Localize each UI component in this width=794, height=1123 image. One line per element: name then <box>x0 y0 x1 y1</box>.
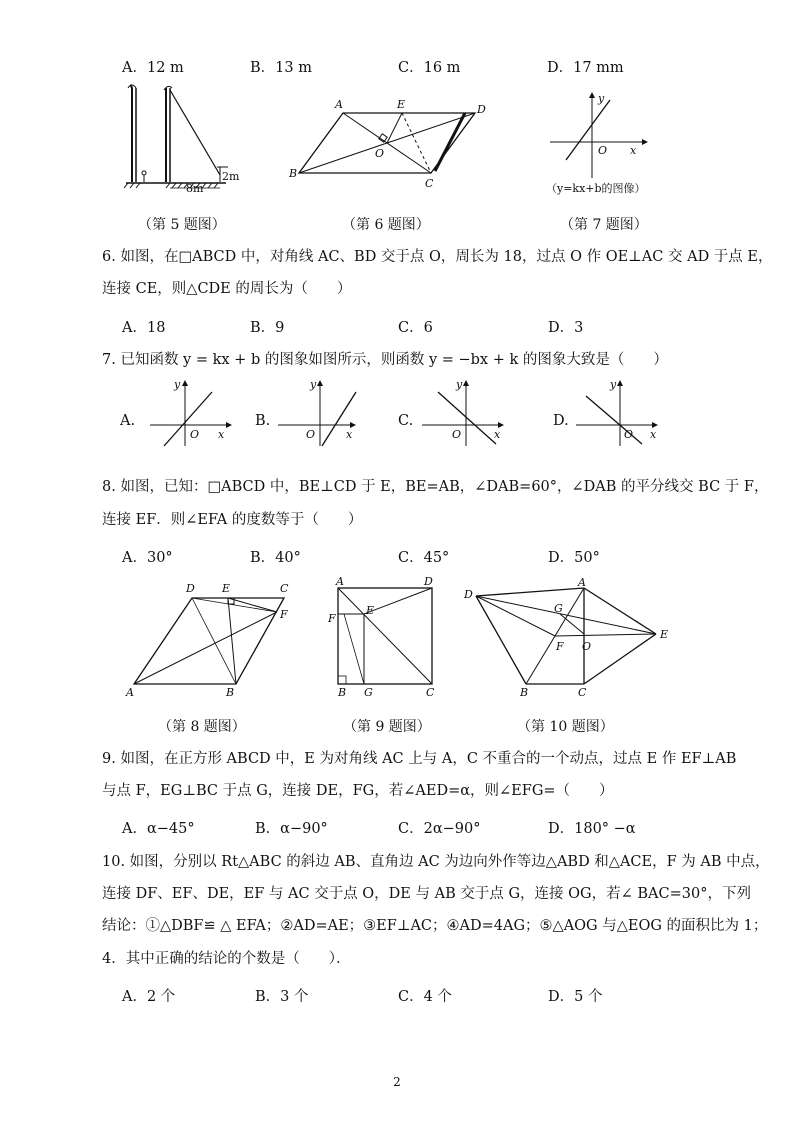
q7b-origin: O <box>306 428 316 441</box>
fig9-point-d: D <box>424 575 433 588</box>
q6-option-b: B．9 <box>250 320 285 336</box>
fig8-point-b: B <box>226 686 235 699</box>
q7-graph-b <box>268 378 373 448</box>
fig8-point-e: E <box>222 582 231 595</box>
fig10-caption: （第 10 题图） <box>517 719 614 735</box>
fig10-point-o: O <box>582 640 592 653</box>
q7a-origin: O <box>190 428 200 441</box>
q7c-origin: O <box>452 428 462 441</box>
q10-option-b: B．3 个 <box>255 989 309 1005</box>
fig8-point-a: A <box>126 686 134 699</box>
q6-option-a: A．18 <box>122 320 166 336</box>
fig9-point-e: E <box>366 604 375 617</box>
q10-option-d: D．5 个 <box>548 989 603 1005</box>
fig8-point-f: F <box>280 608 288 621</box>
fig10-point-g: G <box>554 602 563 615</box>
figure-9 <box>326 575 446 700</box>
q7-graph-c <box>412 378 517 448</box>
q7-graph-a <box>130 378 235 448</box>
fig10-point-d: D <box>464 588 473 601</box>
fig9-point-a: A <box>336 575 344 588</box>
q7-option-a: A. <box>120 413 136 429</box>
fig10-point-f: F <box>556 640 564 653</box>
fig6-point-d: D <box>477 103 486 116</box>
fig7-origin: O <box>598 144 608 157</box>
q7b-axis-x: x <box>346 428 353 441</box>
q10-option-a: A．2 个 <box>122 989 176 1005</box>
q8-option-b: B．40° <box>250 550 301 566</box>
q5-option-c: C．16 m <box>398 60 461 76</box>
q10-line1: 10. 如图，分别以 Rt△ABC 的斜边 AB、直角边 AC 为边向外作等边△ABD 和△ACE，F 为 AB 中点， <box>102 854 770 870</box>
fig7-axis-x: x <box>630 144 637 157</box>
q8-option-c: C．45° <box>398 550 450 566</box>
q7-line1: 7. 已知函数 y = kx + b 的图象如图所示，则函数 y = −bx + k 的图象大致是（ ） <box>102 352 668 368</box>
q8-option-a: A．30° <box>122 550 173 566</box>
q5-option-b: B．13 m <box>250 60 312 76</box>
fig5-label-8m: 8m <box>186 182 204 195</box>
q9-option-b: B．α−90° <box>255 821 328 837</box>
fig5-label-2m: 2m <box>222 170 240 183</box>
fig10-point-c: C <box>578 686 587 699</box>
q7a-axis-x: x <box>218 428 225 441</box>
fig9-point-g: G <box>364 686 373 699</box>
fig9-point-f: F <box>328 612 336 625</box>
q7c-axis-y: y <box>456 378 463 391</box>
fig7-sublabel: （y=kx+b的图像） <box>546 182 646 195</box>
page-number: 2 <box>393 1075 401 1089</box>
q7-option-c: C. <box>398 413 414 429</box>
q6-line1: 6. 如图，在□ABCD 中，对角线 AC、BD 交于点 O，周长为 18，过点 O 作 OE⊥AC 交 AD 于点 E， <box>102 249 773 265</box>
q9-option-d: D．180° −α <box>548 821 636 837</box>
q7c-axis-x: x <box>494 428 501 441</box>
fig7-axis-y: y <box>598 92 605 105</box>
fig10-point-a: A <box>578 576 586 589</box>
fig9-caption: （第 9 题图） <box>343 719 431 735</box>
fig9-point-b: B <box>338 686 347 699</box>
q10-option-c: C．4 个 <box>398 989 452 1005</box>
fig7-caption: （第 7 题图） <box>560 217 648 233</box>
fig6-point-b: B <box>289 167 298 180</box>
q8-option-d: D．50° <box>548 550 600 566</box>
fig10-point-b: B <box>520 686 529 699</box>
q7-option-d: D. <box>553 413 569 429</box>
figure-7 <box>540 90 670 195</box>
figure-5 <box>120 82 250 195</box>
q7d-axis-y: y <box>610 378 617 391</box>
fig6-caption: （第 6 题图） <box>342 217 430 233</box>
figure-6 <box>285 95 485 190</box>
q8-line1: 8. 如图，已知：□ABCD 中，BE⊥CD 于 E，BE=AB，∠DAB=60°，∠DAB 的平分线交 BC 于 F， <box>102 479 769 495</box>
q6-line2: 连接 CE，则△CDE 的周长为（ ） <box>102 281 352 297</box>
q7d-origin: O <box>624 428 634 441</box>
fig8-caption: （第 8 题图） <box>158 719 246 735</box>
fig6-point-e: E <box>397 98 406 111</box>
fig8-point-c: C <box>280 582 289 595</box>
q5-option-a: A．12 m <box>122 60 184 76</box>
q5-option-d: D．17 mm <box>547 60 624 76</box>
fig6-point-a: A <box>335 98 343 111</box>
q7b-axis-y: y <box>310 378 317 391</box>
fig6-point-c: C <box>425 177 434 190</box>
fig10-point-e: E <box>660 628 669 641</box>
fig6-point-o: O <box>375 147 385 160</box>
figure-8 <box>122 578 307 700</box>
fig9-point-c: C <box>426 686 435 699</box>
q7-option-b: B. <box>255 413 271 429</box>
q9-line1: 9. 如图，在正方形 ABCD 中，E 为对角线 AC 上与 A，C 不重合的一个动点，过点 E 作 EF⊥AB <box>102 751 737 767</box>
q10-line2: 连接 DF、EF、DE，EF 与 AC 交于点 O，DE 与 AB 交于点 G，连接 OG，若∠ BAC=30°，下列 <box>102 886 751 902</box>
q9-option-a: A．α−45° <box>122 821 195 837</box>
figure-10 <box>460 578 675 700</box>
q6-option-d: D．3 <box>548 320 584 336</box>
q7-graph-d <box>566 378 671 448</box>
q7a-axis-y: y <box>174 378 181 391</box>
q9-option-c: C．2α−90° <box>398 821 481 837</box>
q9-line2: 与点 F，EG⊥BC 于点 G，连接 DE，FG，若∠AED=α，则∠EFG=（ ） <box>102 783 614 799</box>
q10-line4: 4．其中正确的结论的个数是（ ）． <box>102 951 351 967</box>
q6-option-c: C．6 <box>398 320 433 336</box>
q7d-axis-x: x <box>650 428 657 441</box>
q10-line3: 结论：①△DBF≌ △ EFA；②AD=AE；③EF⊥AC；④AD=4AG；⑤△AOG 与△EOG 的面积比为 1； <box>102 918 768 934</box>
fig8-point-d: D <box>186 582 195 595</box>
q8-line2: 连接 EF．则∠EFA 的度数等于（ ） <box>102 512 363 528</box>
fig5-caption: （第 5 题图） <box>138 217 226 233</box>
